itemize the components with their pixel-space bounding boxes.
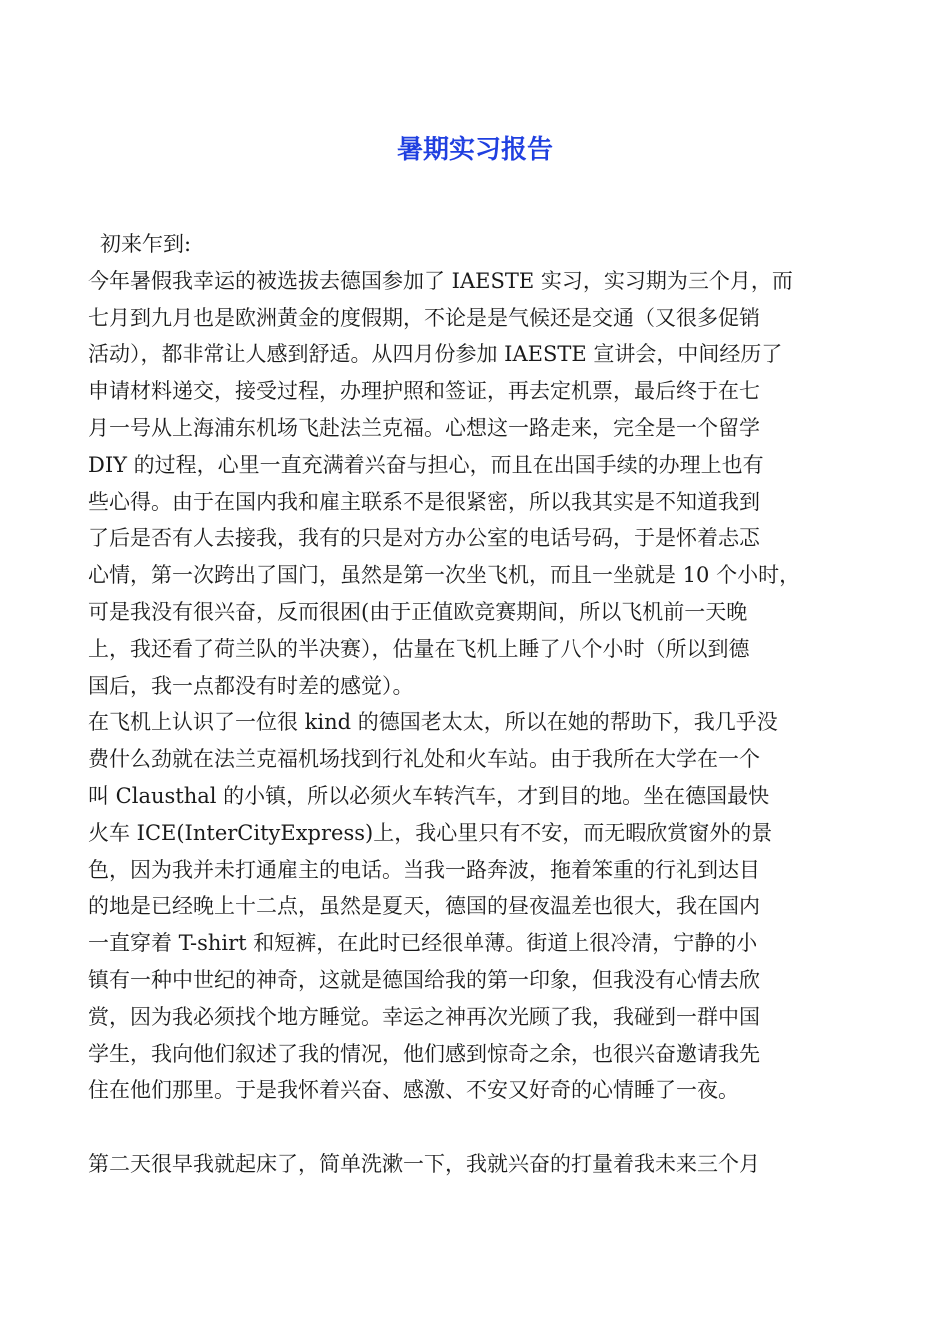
paragraph-line: 月一号从上海浦东机场飞赴法兰克福。心想这一路走来，完全是一个留学 (88, 415, 760, 440)
page-title: 暑期实习报告 (396, 135, 553, 165)
paragraph-line: 国后，我一点都没有时差的感觉）。 (88, 673, 414, 698)
paragraph-line: 学生，我向他们叙述了我的情况，他们感到惊奇之余，也很兴奋邀请我先 (88, 1041, 760, 1066)
paragraph-line: 费什么劲就在法兰克福机场找到行礼处和火车站。由于我所在大学在一个 (88, 747, 760, 772)
paragraph-line: 七月到九月也是欧洲黄金的度假期，不论是是气候还是交通（又很多促销 (88, 305, 760, 330)
paragraph-line: 在飞机上认识了一位很 kind 的德国老太太，所以在她的帮助下，我几乎没 (88, 710, 778, 735)
paragraph-line: 可是我没有很兴奋，反而很困(由于正值欧竞赛期间，所以飞机前一天晚 (88, 599, 748, 624)
paragraph-line: 第二天很早我就起床了，简单洗漱一下，我就兴奋的打量着我未来三个月 (88, 1151, 760, 1176)
paragraph-line: 赏，因为我必须找个地方睡觉。幸运之神再次光顾了我，我碰到一群中国 (88, 1004, 760, 1029)
paragraph-line: 一直穿着 T-shirt 和短裤，在此时已经很单薄。街道上很冷清，宁静的小 (88, 931, 758, 956)
section-heading: 初来乍到: (100, 232, 192, 256)
paragraph-line: 活动），都非常让人感到舒适。从四月份参加 IAESTE 宣讲会，中间经历了 (88, 342, 783, 367)
blank-line (88, 1109, 888, 1146)
paragraph-line: 申请材料递交，接受过程，办理护照和签证，再去定机票，最后终于在七 (88, 379, 760, 404)
paragraph-line: 上，我还看了荷兰队的半决赛），估量在飞机上睡了八个小时（所以到德 (88, 636, 750, 661)
paragraph-line: 些心得。由于在国内我和雇主联系不是很紧密，所以我其实是不知道我到 (88, 489, 760, 514)
paragraph-line: 色，因为我并未打通雇主的电话。当我一路奔波，拖着笨重的行礼到达目 (88, 857, 760, 882)
paragraph-line: 的地是已经晚上十二点，虽然是夏天，德国的昼夜温差也很大，我在国内 (88, 894, 760, 919)
paragraph-line: 了后是否有人去接我，我有的只是对方办公室的电话号码，于是怀着忐忑 (88, 526, 760, 551)
paragraph-line: DIY 的过程，心里一直充满着兴奋与担心，而且在出国手续的办理上也有 (88, 452, 764, 477)
paragraph-line: 叫 Clausthal 的小镇，所以必须火车转汽车，才到目的地。坐在德国最快 (88, 783, 770, 808)
paragraph-line: 今年暑假我幸运的被选拔去德国参加了 IAESTE 实习，实习期为三个月，而 (88, 268, 793, 293)
report-body (88, 226, 888, 1183)
paragraph-line: 镇有一种中世纪的神奇，这就是德国给我的第一印象，但我没有心情去欣 (88, 967, 760, 992)
paragraph-line: 火车 ICE(InterCityExpress)上，我心里只有不安，而无暇欣赏窗外的景 (88, 820, 773, 845)
paragraph-line: 心情，第一次跨出了国门，虽然是第一次坐飞机，而且一坐就是 10 个小时， (88, 563, 801, 588)
paragraph-line: 住在他们那里。于是我怀着兴奋、感激、不安又好奇的心情睡了一夜。 (88, 1078, 739, 1103)
